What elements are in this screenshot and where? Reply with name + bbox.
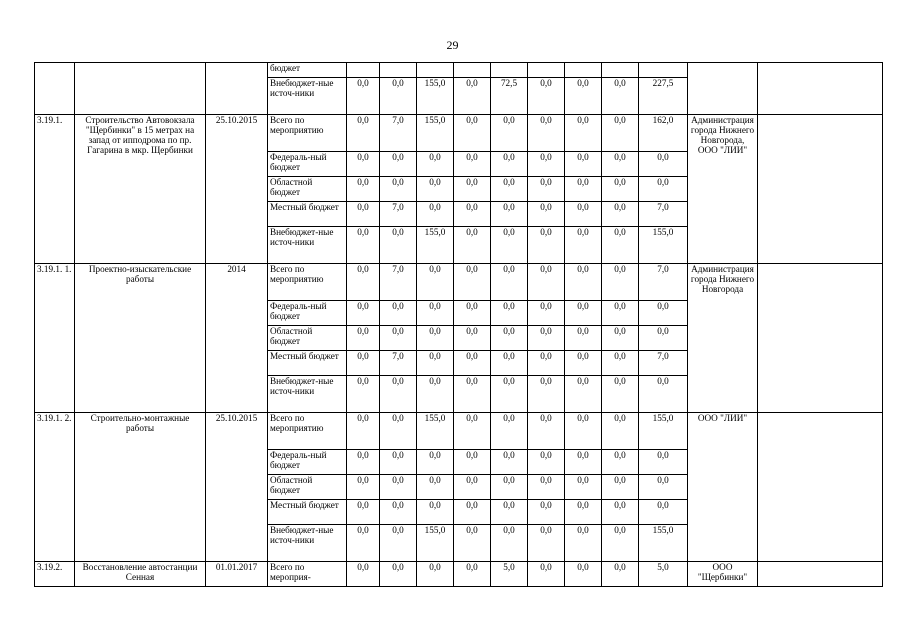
value-cell: 0,0 xyxy=(380,450,417,475)
measure-date: 25.10.2015 xyxy=(206,413,268,562)
value-cell: 0,0 xyxy=(528,500,565,525)
value-cell: 0,0 xyxy=(417,562,454,587)
value-cell: 0,0 xyxy=(454,525,491,562)
value-cell: 0,0 xyxy=(380,177,417,202)
value-cell: 5,0 xyxy=(639,562,688,587)
value-cell: 0,0 xyxy=(565,264,602,301)
value-cell: 0,0 xyxy=(347,413,380,450)
value-cell: 0,0 xyxy=(491,525,528,562)
value-cell: 0,0 xyxy=(602,351,639,376)
value-cell: 0,0 xyxy=(380,525,417,562)
value-cell: 0,0 xyxy=(454,475,491,500)
measure-code: 3.19.1. xyxy=(35,115,75,264)
notes-cell xyxy=(758,413,883,562)
value-cell: 0,0 xyxy=(602,525,639,562)
value-cell: 0,0 xyxy=(454,301,491,326)
value-cell: 0,0 xyxy=(528,202,565,227)
value-cell xyxy=(491,63,528,78)
measure-date: 2014 xyxy=(206,264,268,413)
funding-source: Федераль-ный бюджет xyxy=(268,450,347,475)
value-cell: 0,0 xyxy=(602,301,639,326)
value-cell: 0,0 xyxy=(491,351,528,376)
value-cell: 0,0 xyxy=(565,78,602,115)
funding-source: Местный бюджет xyxy=(268,500,347,525)
value-cell xyxy=(565,63,602,78)
value-cell: 0,0 xyxy=(417,376,454,413)
funding-source: Внебюджет-ные источ-ники xyxy=(268,78,347,115)
value-cell: 0,0 xyxy=(380,78,417,115)
value-cell: 0,0 xyxy=(454,351,491,376)
value-cell: 7,0 xyxy=(380,264,417,301)
notes-cell xyxy=(758,562,883,587)
value-cell: 155,0 xyxy=(639,227,688,264)
value-cell: 155,0 xyxy=(417,525,454,562)
value-cell: 0,0 xyxy=(454,376,491,413)
value-cell: 0,0 xyxy=(639,326,688,351)
value-cell: 0,0 xyxy=(528,413,565,450)
value-cell: 0,0 xyxy=(454,115,491,152)
value-cell: 0,0 xyxy=(528,301,565,326)
value-cell: 0,0 xyxy=(417,177,454,202)
value-cell: 0,0 xyxy=(380,326,417,351)
measure-code: 3.19.1. 1. xyxy=(35,264,75,413)
value-cell: 0,0 xyxy=(565,450,602,475)
table-row xyxy=(35,264,883,301)
responsible-party: Администрация города Нижнего Новгорода xyxy=(688,264,758,413)
value-cell: 0,0 xyxy=(491,413,528,450)
value-cell: 0,0 xyxy=(491,227,528,264)
table-row xyxy=(35,562,883,587)
table-row xyxy=(35,115,883,152)
value-cell: 0,0 xyxy=(639,301,688,326)
value-cell: 7,0 xyxy=(639,264,688,301)
funding-source: Местный бюджет xyxy=(268,351,347,376)
measure-name: Восстановление автостанции Сенная xyxy=(75,562,206,587)
value-cell: 0,0 xyxy=(380,562,417,587)
value-cell: 0,0 xyxy=(565,115,602,152)
value-cell: 0,0 xyxy=(602,562,639,587)
value-cell: 0,0 xyxy=(602,500,639,525)
value-cell: 155,0 xyxy=(639,525,688,562)
value-cell: 7,0 xyxy=(380,202,417,227)
value-cell: 0,0 xyxy=(347,351,380,376)
value-cell: 0,0 xyxy=(417,326,454,351)
responsible-party: Администрация города Нижнего Новгорода, ООО "ЛИИ" xyxy=(688,115,758,264)
responsible-party: ООО "Щербинки" xyxy=(688,562,758,587)
value-cell: 0,0 xyxy=(491,301,528,326)
measure-date: 25.10.2015 xyxy=(206,115,268,264)
value-cell: 0,0 xyxy=(380,152,417,177)
responsible-party xyxy=(688,63,758,115)
responsible-party: ООО "ЛИИ" xyxy=(688,413,758,562)
measure-date: 01.01.2017 xyxy=(206,562,268,587)
value-cell: 0,0 xyxy=(565,152,602,177)
funding-source: Областной бюджет xyxy=(268,326,347,351)
value-cell: 155,0 xyxy=(417,227,454,264)
value-cell: 0,0 xyxy=(528,326,565,351)
value-cell: 0,0 xyxy=(347,525,380,562)
value-cell: 0,0 xyxy=(491,202,528,227)
value-cell: 0,0 xyxy=(602,413,639,450)
value-cell xyxy=(417,63,454,78)
value-cell: 0,0 xyxy=(565,326,602,351)
value-cell: 0,0 xyxy=(347,152,380,177)
value-cell: 0,0 xyxy=(528,562,565,587)
value-cell: 0,0 xyxy=(417,264,454,301)
value-cell: 0,0 xyxy=(347,475,380,500)
measure-name: Строительство Автовокзала "Щербинки" в 15 метрах на запад от ипподрома по пр. Гагарина в мкр. Щербинки xyxy=(75,115,206,264)
value-cell: 0,0 xyxy=(565,177,602,202)
notes-cell xyxy=(758,63,883,115)
value-cell: 0,0 xyxy=(347,78,380,115)
notes-cell xyxy=(758,115,883,264)
value-cell xyxy=(380,63,417,78)
value-cell: 0,0 xyxy=(454,326,491,351)
page-number: 29 xyxy=(446,38,459,52)
funding-source: Внебюджет-ные источ-ники xyxy=(268,376,347,413)
value-cell: 0,0 xyxy=(528,475,565,500)
value-cell xyxy=(347,63,380,78)
value-cell: 0,0 xyxy=(602,264,639,301)
notes-cell xyxy=(758,264,883,413)
value-cell: 7,0 xyxy=(639,351,688,376)
value-cell: 0,0 xyxy=(602,115,639,152)
value-cell: 0,0 xyxy=(565,376,602,413)
value-cell: 0,0 xyxy=(528,351,565,376)
measure-name: Проектно-изыскательские работы xyxy=(75,264,206,413)
value-cell: 0,0 xyxy=(417,152,454,177)
value-cell: 0,0 xyxy=(639,475,688,500)
value-cell: 0,0 xyxy=(491,326,528,351)
value-cell: 0,0 xyxy=(454,562,491,587)
value-cell: 0,0 xyxy=(454,413,491,450)
value-cell: 7,0 xyxy=(639,202,688,227)
value-cell: 0,0 xyxy=(380,301,417,326)
value-cell xyxy=(528,63,565,78)
value-cell: 0,0 xyxy=(347,202,380,227)
value-cell: 0,0 xyxy=(454,227,491,264)
value-cell: 0,0 xyxy=(639,376,688,413)
value-cell: 0,0 xyxy=(602,227,639,264)
value-cell: 0,0 xyxy=(565,475,602,500)
value-cell: 0,0 xyxy=(454,177,491,202)
value-cell: 0,0 xyxy=(454,202,491,227)
value-cell: 0,0 xyxy=(417,301,454,326)
value-cell: 0,0 xyxy=(602,326,639,351)
value-cell: 0,0 xyxy=(565,202,602,227)
funding-source: Областной бюджет xyxy=(268,475,347,500)
value-cell: 0,0 xyxy=(528,115,565,152)
measure-code: 3.19.1. 2. xyxy=(35,413,75,562)
value-cell: 0,0 xyxy=(565,351,602,376)
funding-source: бюджет xyxy=(268,63,347,78)
value-cell: 162,0 xyxy=(639,115,688,152)
value-cell: 0,0 xyxy=(380,376,417,413)
value-cell: 0,0 xyxy=(602,202,639,227)
value-cell: 155,0 xyxy=(417,115,454,152)
value-cell: 155,0 xyxy=(417,413,454,450)
value-cell: 0,0 xyxy=(380,500,417,525)
funding-source: Федераль-ный бюджет xyxy=(268,301,347,326)
value-cell: 0,0 xyxy=(491,152,528,177)
table-row xyxy=(35,63,883,78)
value-cell: 0,0 xyxy=(639,500,688,525)
value-cell: 0,0 xyxy=(602,177,639,202)
funding-source: Всего по мероприя- xyxy=(268,562,347,587)
funding-source: Внебюджет-ные источ-ники xyxy=(268,227,347,264)
value-cell: 0,0 xyxy=(380,413,417,450)
value-cell: 0,0 xyxy=(380,475,417,500)
value-cell: 0,0 xyxy=(602,450,639,475)
value-cell: 0,0 xyxy=(417,351,454,376)
value-cell xyxy=(454,63,491,78)
value-cell: 0,0 xyxy=(417,475,454,500)
value-cell: 0,0 xyxy=(528,227,565,264)
funding-source: Областной бюджет xyxy=(268,177,347,202)
value-cell: 0,0 xyxy=(417,450,454,475)
value-cell: 0,0 xyxy=(454,264,491,301)
table-row xyxy=(35,413,883,450)
value-cell: 0,0 xyxy=(528,177,565,202)
value-cell: 0,0 xyxy=(347,227,380,264)
value-cell: 0,0 xyxy=(491,500,528,525)
measure-name: Строительно-монтажные работы xyxy=(75,413,206,562)
value-cell: 0,0 xyxy=(528,525,565,562)
value-cell: 0,0 xyxy=(602,475,639,500)
value-cell: 0,0 xyxy=(347,264,380,301)
measure-code: 3.19.2. xyxy=(35,562,75,587)
value-cell: 0,0 xyxy=(565,525,602,562)
value-cell: 0,0 xyxy=(602,78,639,115)
value-cell: 0,0 xyxy=(454,152,491,177)
measure-name xyxy=(75,63,206,115)
value-cell: 7,0 xyxy=(380,115,417,152)
measure-code xyxy=(35,63,75,115)
value-cell: 0,0 xyxy=(454,500,491,525)
value-cell: 155,0 xyxy=(417,78,454,115)
value-cell: 0,0 xyxy=(602,376,639,413)
value-cell: 0,0 xyxy=(417,500,454,525)
value-cell: 227,5 xyxy=(639,78,688,115)
value-cell: 0,0 xyxy=(347,326,380,351)
funding-source: Всего по мероприятию xyxy=(268,115,347,152)
value-cell: 0,0 xyxy=(491,264,528,301)
value-cell: 0,0 xyxy=(380,227,417,264)
value-cell: 0,0 xyxy=(347,562,380,587)
funding-source: Местный бюджет xyxy=(268,202,347,227)
measure-date xyxy=(206,63,268,115)
value-cell: 0,0 xyxy=(565,227,602,264)
value-cell: 0,0 xyxy=(639,450,688,475)
value-cell: 0,0 xyxy=(491,376,528,413)
value-cell: 155,0 xyxy=(639,413,688,450)
value-cell: 0,0 xyxy=(491,450,528,475)
funding-source: Внебюджет-ные источ-ники xyxy=(268,525,347,562)
value-cell: 0,0 xyxy=(347,115,380,152)
value-cell: 0,0 xyxy=(454,78,491,115)
value-cell: 5,0 xyxy=(491,562,528,587)
value-cell: 0,0 xyxy=(565,413,602,450)
value-cell: 0,0 xyxy=(639,152,688,177)
budget-table xyxy=(34,62,883,587)
value-cell xyxy=(602,63,639,78)
value-cell: 0,0 xyxy=(528,376,565,413)
value-cell: 0,0 xyxy=(602,152,639,177)
funding-source: Всего по мероприятию xyxy=(268,264,347,301)
value-cell: 0,0 xyxy=(528,152,565,177)
value-cell xyxy=(639,63,688,78)
value-cell: 0,0 xyxy=(347,450,380,475)
value-cell: 0,0 xyxy=(639,177,688,202)
value-cell: 0,0 xyxy=(565,301,602,326)
value-cell: 72,5 xyxy=(491,78,528,115)
value-cell: 0,0 xyxy=(491,475,528,500)
value-cell: 0,0 xyxy=(347,177,380,202)
value-cell: 0,0 xyxy=(347,500,380,525)
value-cell: 0,0 xyxy=(491,177,528,202)
value-cell: 0,0 xyxy=(528,450,565,475)
value-cell: 7,0 xyxy=(380,351,417,376)
funding-source: Всего по мероприятию xyxy=(268,413,347,450)
value-cell: 0,0 xyxy=(347,301,380,326)
value-cell: 0,0 xyxy=(528,264,565,301)
value-cell: 0,0 xyxy=(417,202,454,227)
value-cell: 0,0 xyxy=(528,78,565,115)
value-cell: 0,0 xyxy=(565,562,602,587)
value-cell: 0,0 xyxy=(565,500,602,525)
funding-source: Федераль-ный бюджет xyxy=(268,152,347,177)
value-cell: 0,0 xyxy=(454,450,491,475)
value-cell: 0,0 xyxy=(491,115,528,152)
value-cell: 0,0 xyxy=(347,376,380,413)
